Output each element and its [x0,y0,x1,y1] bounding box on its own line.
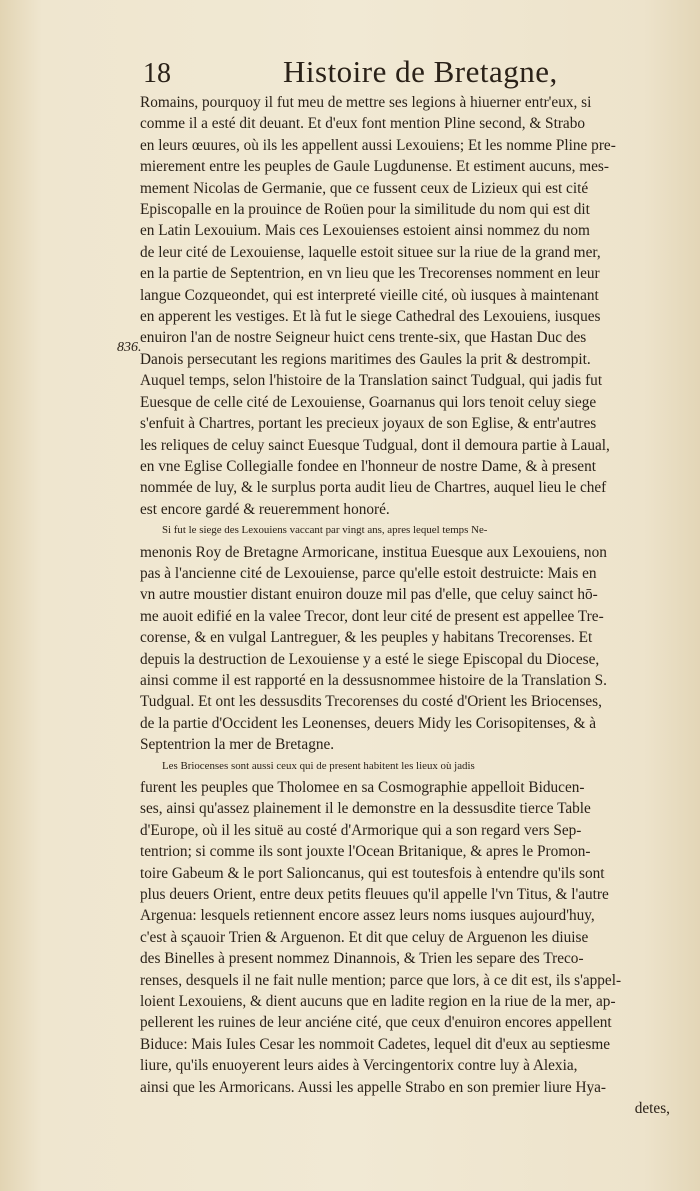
text-line: c'est à sçauoir Trien & Arguenon. Et dit que celuy de Arguenon les diuise [140,928,589,946]
text-line: d'Europe, où il les situë au costé d'Armorique qui a son regard vers Sep- [140,821,582,839]
text-line: toire Gabeum & le port Salioncanus, qui est toutesfois à entendre qu'ils sont [140,864,605,882]
text-line: Auquel temps, selon l'histoire de la Translation sainct Tudgual, qui jadis fut [140,372,603,390]
text-line: nommée de luy, & le surplus porta audit lieu de Chartres, auquel lieu le chef [140,479,607,497]
text-line: corense, & en vulgal Lantreguer, & les peuples y habitans Trecorenses. Et [140,629,593,647]
text-line: pellerent les ruines de leur anciéne cité, que ceux d'enuiron encores appellent [140,1014,612,1032]
text-line: renses, desquels il ne fait nulle mention; parce que lors, à ce dit est, ils s'appel- [140,971,622,989]
text-line: Les Briocenses sont aussi ceux qui de present habitent les lieux où jadis [162,759,475,772]
text-line: de leur cité de Lexouiense, laquelle estoit situee sur la riue de la grand mer, [140,243,601,261]
running-title: Histoire de Bretagne, [283,54,558,89]
text-line: me auoit edifié en la valee Trecor, dont leur cité de present est appellee Tre- [140,607,604,625]
text-line: Danois persecutant les regions maritimes des Gaules la prit & destrompit. [140,350,591,368]
text-line: Tudgual. Et ont les dessusdits Trecorenses du costé d'Orient les Briocenses, [140,693,602,711]
text-line: en Latin Lexouium. Mais ces Lexouienses estoient ainsi nommez du nom [140,222,590,240]
page-number: 18 [143,58,171,89]
text-line: Episcopalle en la prouince de Roüen pour la similitude du nom qui est dit [140,201,590,219]
text-line: est encore gardé & reueremment honoré. [140,500,390,518]
text-line: Euesque de celle cité de Lexouiense, Goarnanus qui lors tenoit celuy siege [140,393,597,411]
text-line: s'enfuit à Chartres, portant les precieux joyaux de son Eglise, & entr'autres [140,415,597,433]
text-line: Septentrion la mer de Bretagne. [140,736,335,754]
paragraph-3 [140,756,670,1120]
text-line: plus deuers Orient, entre deux petits fleuues qu'il appelle l'vn Titus, & l'autre [140,886,609,904]
text-line: Si fut le siege des Lexouiens vaccant par vingt ans, apres lequel temps Ne- [162,524,488,537]
text-line: pas à l'ancienne cité de Lexouiense, parce qu'elle estoit destruicte: Mais en [140,564,597,582]
text-line: mierement entre les peuples de Gaule Lugdunense. Et estiment aucuns, mes- [140,158,609,176]
text-line: comme il a esté dit deuant. Et d'eux font mention Pline second, & Strabo [140,115,585,133]
paragraph-2 [140,520,670,755]
text-line: de la partie d'Occident les Leonenses, deuers Midy les Corisopitenses, & à [140,714,597,732]
text-line: des Binelles à present nommez Dinannois, & Trien les separe des Treco- [140,950,584,968]
text-line: vn autre moustier distant enuiron douze mil pas d'elle, que celuy sainct hō- [140,586,598,604]
text-line: liure, qu'ils enuoyerent leurs aides à Vercingentorix contre luy à Alexia, [140,1057,578,1075]
text-line: ses, ainsi qu'assez plainement il le demonstre en la dessusdite tierce Table [140,800,591,818]
text-line: en apperent les vestiges. Et là fut le siege Cathedral des Lexouiens, iusques [140,308,601,326]
text-line: Biduce: Mais Iules Cesar les nommoit Cadetes, lequel dit d'eux au septiesme [140,1035,611,1053]
catchword: detes, [634,1100,670,1118]
text-line: enuiron l'an de nostre Seigneur huict cens trente-six, que Hastan Duc des [140,329,587,347]
text-line: loient Lexouiens, & dient aucuns que en ladite region en la riue de la mer, ap- [140,993,616,1011]
text-line: les reliques de celuy sainct Euesque Tudgual, dont il demoura partie à Laual, [140,436,610,454]
text-line: en la partie de Septentrion, en vn lieu que les Trecorenses nomment en leur [140,265,600,283]
text-line: menonis Roy de Bretagne Armoricane, institua Euesque aux Lexouiens, non [140,543,607,561]
text-line: Romains, pourquoy il fut meu de mettre ses legions à hiuerner entr'eux, si [140,94,592,111]
margin-note-year: 836. [117,340,142,355]
text-line: en vne Eglise Collegialle fondee en l'honneur de nostre Dame, & à present [140,457,596,475]
text-line: mement Nicolas de Germanie, que ce fussent ceux de Lizieux qui est cité [140,179,589,197]
text-line: depuis la destruction de Lexouiense y a esté le siege Episcopal du Diocese, [140,650,600,668]
text-line: Argenua: lesquels retiennent encore assez leurs noms iusques aujourd'huy, [140,907,595,925]
page-header [143,52,663,92]
body-text [140,92,670,1120]
text-line: langue Cozqueondet, qui est interpreté vieille cité, où iusques à maintenant [140,286,599,304]
text-line: en leurs œuures, où ils les appellent aussi Lexouiens; Et les nomme Pline pre- [140,136,616,154]
text-line: ainsi comme il est rapporté en la dessusnommee histoire de la Translation S. [140,671,607,689]
text-line: ainsi que les Armoricans. Aussi les appelle Strabo en son premier liure Hya- [140,1078,607,1096]
text-line: furent les peuples que Tholomee en sa Cosmographie appelloit Biducen- [140,779,585,796]
paragraph-1 [140,92,670,520]
text-line: tentrion; si comme ils sont jouxte l'Ocean Britanique, & apres le Promon- [140,843,591,861]
